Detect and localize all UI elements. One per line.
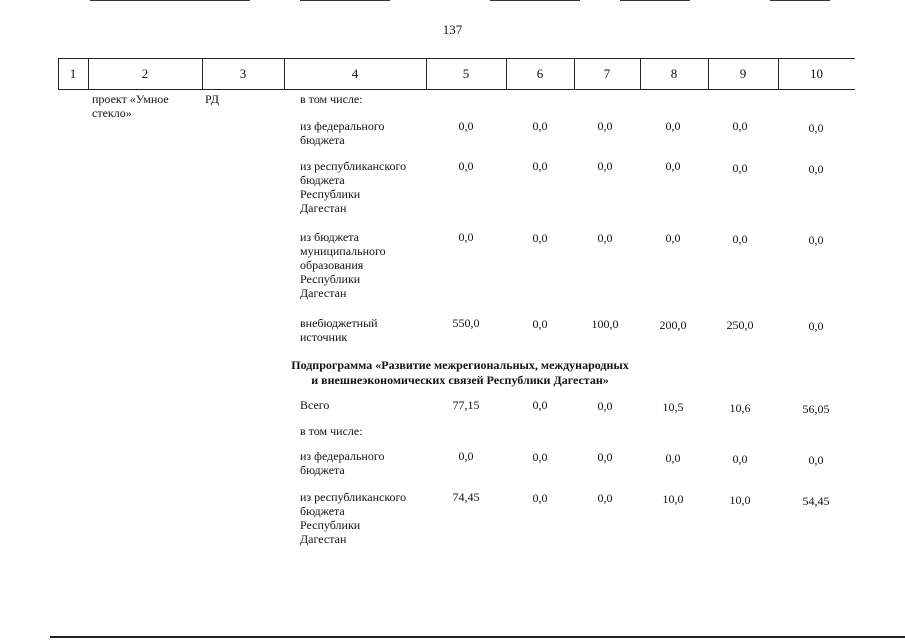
cell-value: 0,0: [808, 162, 824, 176]
row-label: в том числе:: [300, 424, 363, 438]
header-cell: 6: [536, 66, 544, 81]
top-rule: [300, 0, 390, 1]
cell-value: 0,0: [458, 119, 474, 133]
cell-value: 0,0: [597, 119, 613, 133]
cell-value: 0,0: [532, 398, 548, 412]
cell-value: 200,0: [659, 318, 687, 332]
row-label: из республиканского бюджета Республики Дагестан: [300, 159, 407, 215]
cell-value: 550,0: [452, 316, 480, 330]
cell-value: 0,0: [597, 491, 613, 505]
cell-value: 100,0: [591, 317, 619, 331]
cell-value: 0,0: [458, 159, 474, 173]
row-label: из федерального бюджета: [300, 119, 385, 147]
row-label: внебюджетный источник: [300, 316, 378, 344]
header-cell: 3: [239, 66, 247, 81]
project-executor: РД: [205, 92, 219, 106]
cell-value: 0,0: [532, 119, 548, 133]
cell-value: 10,0: [662, 492, 684, 506]
top-rule: [90, 0, 250, 1]
row-label: Всего: [300, 398, 330, 412]
cell-value: 74,45: [452, 490, 480, 504]
row-label: из республиканского бюджета Республики Дагестан: [300, 490, 407, 546]
cell-value: 0,0: [597, 231, 613, 245]
cell-value: 10,6: [729, 401, 751, 415]
cell-value: 250,0: [726, 318, 754, 332]
header-cell: 4: [351, 66, 359, 81]
row-label: в том числе:: [300, 92, 363, 106]
cell-value: 54,45: [802, 494, 830, 508]
cell-value: 0,0: [665, 159, 681, 173]
cell-value: 10,5: [662, 400, 684, 414]
cell-value: 56,05: [802, 402, 830, 416]
top-rule: [770, 0, 830, 1]
cell-value: 0,0: [665, 119, 681, 133]
cell-value: 0,0: [458, 230, 474, 244]
cell-value: 0,0: [732, 119, 748, 133]
cell-value: 0,0: [808, 453, 824, 467]
project-name: проект «Умное стекло»: [92, 92, 169, 120]
header-cell: 2: [141, 66, 149, 81]
header-cell: 8: [670, 66, 678, 81]
row-label: из федерального бюджета: [300, 449, 385, 477]
cell-value: 0,0: [665, 231, 681, 245]
cell-value: 0,0: [532, 159, 548, 173]
bottom-rule: [50, 636, 905, 638]
cell-value: 0,0: [532, 317, 548, 331]
header-cell: 1: [69, 66, 77, 81]
cell-value: 0,0: [808, 319, 824, 333]
cell-value: 0,0: [597, 450, 613, 464]
cell-value: 10,0: [729, 493, 751, 507]
cell-value: 0,0: [732, 161, 748, 175]
table-header: [58, 58, 855, 90]
cell-value: 0,0: [597, 399, 613, 413]
header-cell: 9: [739, 66, 747, 81]
cell-value: 0,0: [532, 450, 548, 464]
cell-value: 0,0: [808, 233, 824, 247]
row-label: из бюджета муниципального образования Республики Дагестан: [300, 230, 386, 300]
header-cell: 10: [810, 66, 823, 81]
header-cell: 5: [462, 66, 470, 81]
cell-value: 0,0: [532, 491, 548, 505]
cell-value: 0,0: [458, 449, 474, 463]
top-rule: [490, 0, 580, 1]
top-rule: [620, 0, 690, 1]
page-number: 137: [442, 22, 463, 37]
cell-value: 0,0: [732, 452, 748, 466]
cell-value: 77,15: [452, 398, 480, 412]
cell-value: 0,0: [732, 232, 748, 246]
subprogram-title: Подпрограмма «Развитие межрегиональных, международных и внешнеэкономических связей Республики Дагестан»: [291, 358, 629, 387]
cell-value: 0,0: [532, 231, 548, 245]
cell-value: 0,0: [665, 451, 681, 465]
cell-value: 0,0: [808, 121, 824, 135]
header-cell: 7: [603, 66, 611, 81]
cell-value: 0,0: [597, 159, 613, 173]
